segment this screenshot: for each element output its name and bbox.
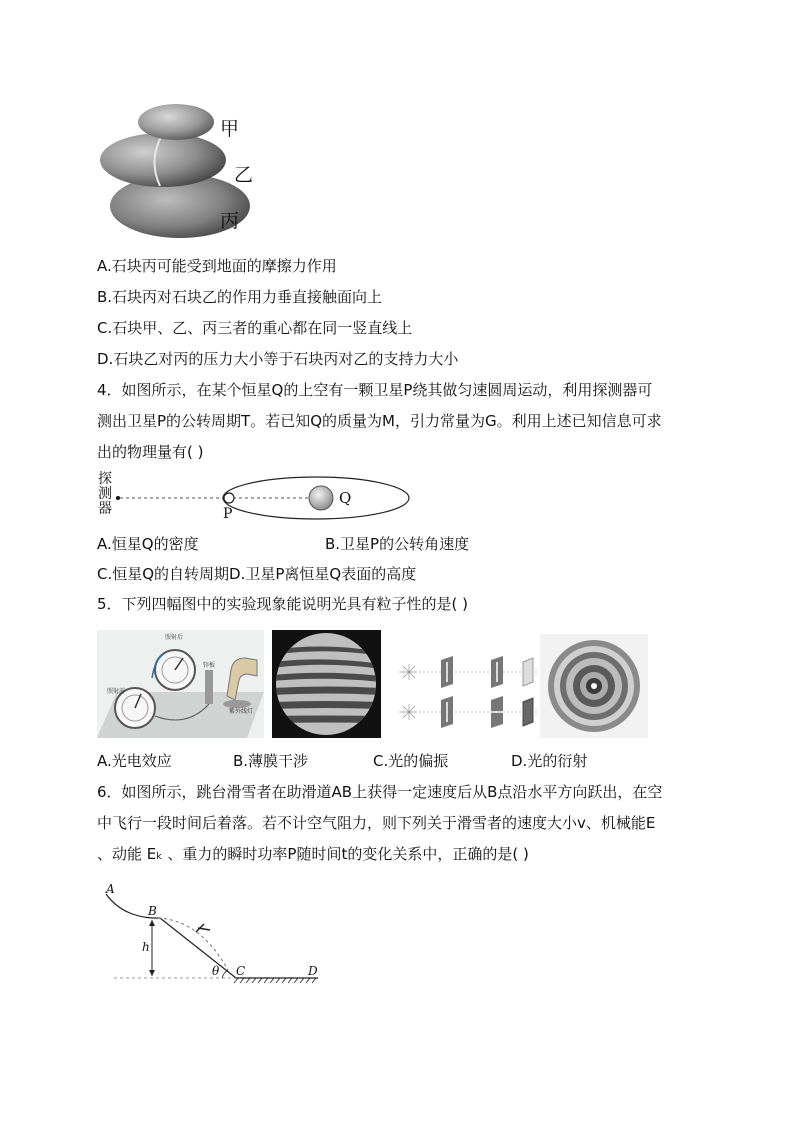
photoelectric-label-after: 照射后 xyxy=(165,634,184,641)
q4-text-line-2: 测出卫星P的公转周期T。若已知Q的质量为M，引力常量为G。利用上述已知信息可求 xyxy=(97,412,662,430)
skier-icon xyxy=(196,924,210,932)
probe-dot xyxy=(116,496,120,500)
ski-jump-figure xyxy=(100,880,330,990)
polarization-figure xyxy=(397,650,537,734)
q5-option-b: B.薄膜干涉 xyxy=(233,752,309,770)
ground-hatch xyxy=(234,978,318,983)
q5-text: 5．下列四幅图中的实验现象能说明光具有粒子性的是( ) xyxy=(97,595,469,613)
q4-option-a: A.恒星Q的密度 xyxy=(97,535,199,553)
star-q xyxy=(309,486,333,510)
q3-option-c: C.石块甲、乙、丙三者的重心都在同一竖直线上 xyxy=(97,319,413,337)
satellite-p-label: P xyxy=(223,506,233,522)
q6-text-line-3: 、动能 Eₖ 、重力的瞬时功率P随时间t的变化关系中，正确的是( ) xyxy=(97,845,529,863)
q5-option-d: D.光的衍射 xyxy=(511,752,588,770)
point-b-label: B xyxy=(148,904,157,918)
q4-option-cd: C.恒星Q的自转周期D.卫星P离恒星Q表面的高度 xyxy=(97,565,417,583)
satellite-p xyxy=(224,493,234,503)
q6-text-line-2: 中飞行一段时间后着落。若不计空气阻力，则下列关于滑雪者的速度大小v、机械能E xyxy=(97,814,656,832)
stone-label-yi: 乙 xyxy=(234,164,254,186)
q6-text-line-1: 6．如图所示，跳台滑雪者在助滑道AB上获得一定速度后从B点沿水平方向跃出，在空 xyxy=(97,783,663,801)
q5-option-a: A.光电效应 xyxy=(97,752,172,770)
q5-option-c: C.光的偏振 xyxy=(373,752,449,770)
q4-option-b: B.卫星P的公转角速度 xyxy=(325,535,470,553)
q3-option-b: B.石块丙对石块乙的作用力垂直接触面向上 xyxy=(97,288,383,306)
photoelectric-label-uv-lamp: 紫外线灯 xyxy=(229,708,254,715)
q4-text-line-1: 4．如图所示，在某个恒星Q的上空有一颗卫星P绕其做匀速圆周运动，利用探测器可 xyxy=(97,381,653,399)
point-c-label: C xyxy=(236,964,246,978)
angle-theta-label: θ xyxy=(212,964,220,978)
photoelectric-label-zinc: 锌板 xyxy=(203,662,216,669)
orbit-figure xyxy=(96,470,426,526)
photoelectric-label-before: 照射前 xyxy=(107,688,126,695)
stone-label-jia: 甲 xyxy=(220,118,240,140)
q3-option-a: A.石块丙可能受到地面的摩擦力作用 xyxy=(97,257,337,275)
probe-label: 探测器 xyxy=(98,471,112,517)
stone-label-bing: 丙 xyxy=(220,210,240,232)
photoelectric-figure xyxy=(97,630,264,738)
point-a-label: A xyxy=(106,882,115,896)
q3-option-d: D.石块乙对丙的压力大小等于石块丙对乙的支持力大小 xyxy=(97,350,459,368)
q4-text-line-3: 出的物理量有( ) xyxy=(97,443,204,461)
diffraction-figure xyxy=(540,634,648,738)
point-d-label: D xyxy=(308,964,318,978)
height-h-label: h xyxy=(142,940,150,954)
thin-film-figure xyxy=(272,630,381,738)
star-q-label: Q xyxy=(339,489,352,507)
